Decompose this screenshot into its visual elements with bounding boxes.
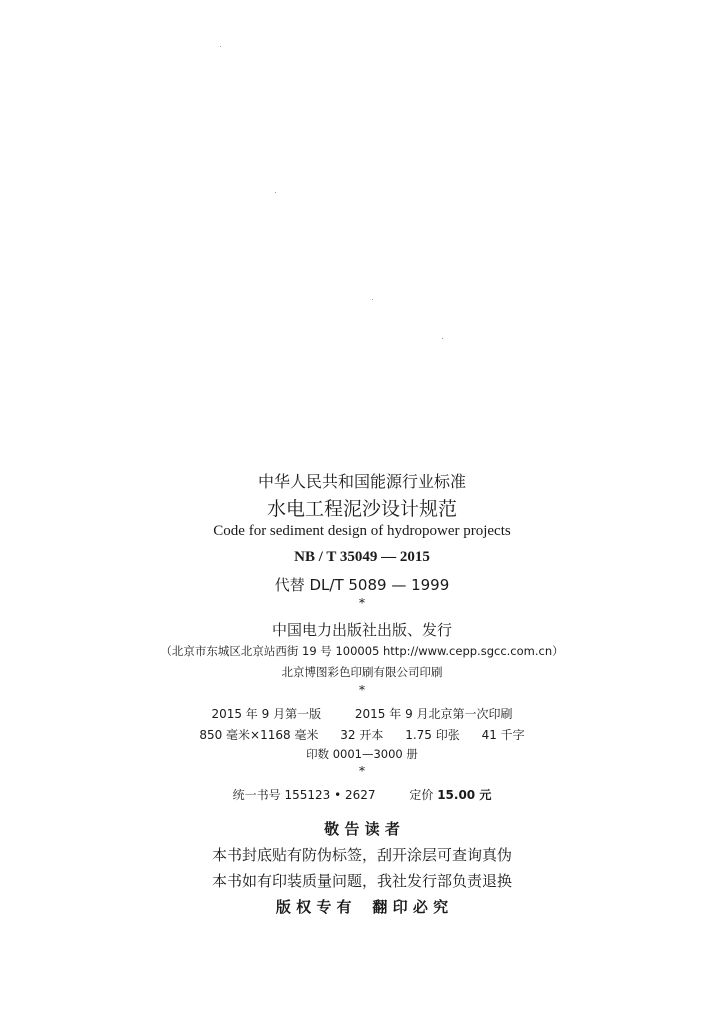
sheets: 1.75 印张	[405, 728, 460, 742]
notice-heading: 敬 告 读 者	[324, 820, 400, 838]
printing: 2015 年 9 月北京第一次印刷	[354, 707, 513, 721]
separator-star: *	[359, 596, 365, 610]
separator-star: *	[359, 764, 365, 778]
scan-speck	[442, 338, 443, 339]
specification-line	[0, 726, 724, 743]
paper-size: 850 毫米×1168 毫米	[199, 728, 319, 742]
price: 15.00 元	[437, 788, 492, 802]
notice-returns: 本书如有印装质量问题，我社发行部负责退换	[211, 872, 512, 890]
printer-name: 北京博图彩色印刷有限公司印刷	[281, 665, 443, 679]
format: 32 开本	[340, 728, 384, 742]
standard-number: NB / T 35049 — 2015	[294, 549, 430, 565]
standard-title-cn: 水电工程泥沙设计规范	[266, 498, 457, 520]
book-number: 统一书号 155123 • 2627	[232, 788, 376, 802]
price-label: 定价	[409, 788, 434, 802]
standard-category: 中华人民共和国能源行业标准	[257, 472, 466, 491]
notice-anti-counterfeit: 本书封底贴有防伪标签，刮开涂层可查询真伪	[211, 846, 512, 864]
edition: 2015 年 9 月第一版	[211, 707, 322, 721]
scan-speck	[220, 46, 221, 47]
scan-speck	[275, 192, 276, 193]
characters: 41 千字	[481, 728, 525, 742]
separator-star: *	[359, 683, 365, 697]
standard-title-en: Code for sediment design of hydropower projects	[213, 523, 511, 539]
standard-replaces: 代替 DL/T 5089 — 1999	[274, 576, 450, 594]
publisher-name: 中国电力出版社出版、发行	[271, 621, 452, 639]
print-run: 印数 0001—3000 册	[306, 747, 418, 761]
book-number-line	[0, 786, 724, 803]
copyright-notice: 版 权 专 有 翻 印 必 究	[275, 898, 449, 916]
publisher-address: （北京市东城区北京站西街 19 号 100005 http://www.cepp.sgcc.com.cn）	[160, 644, 564, 658]
edition-line	[0, 705, 724, 722]
scan-speck	[372, 299, 373, 300]
